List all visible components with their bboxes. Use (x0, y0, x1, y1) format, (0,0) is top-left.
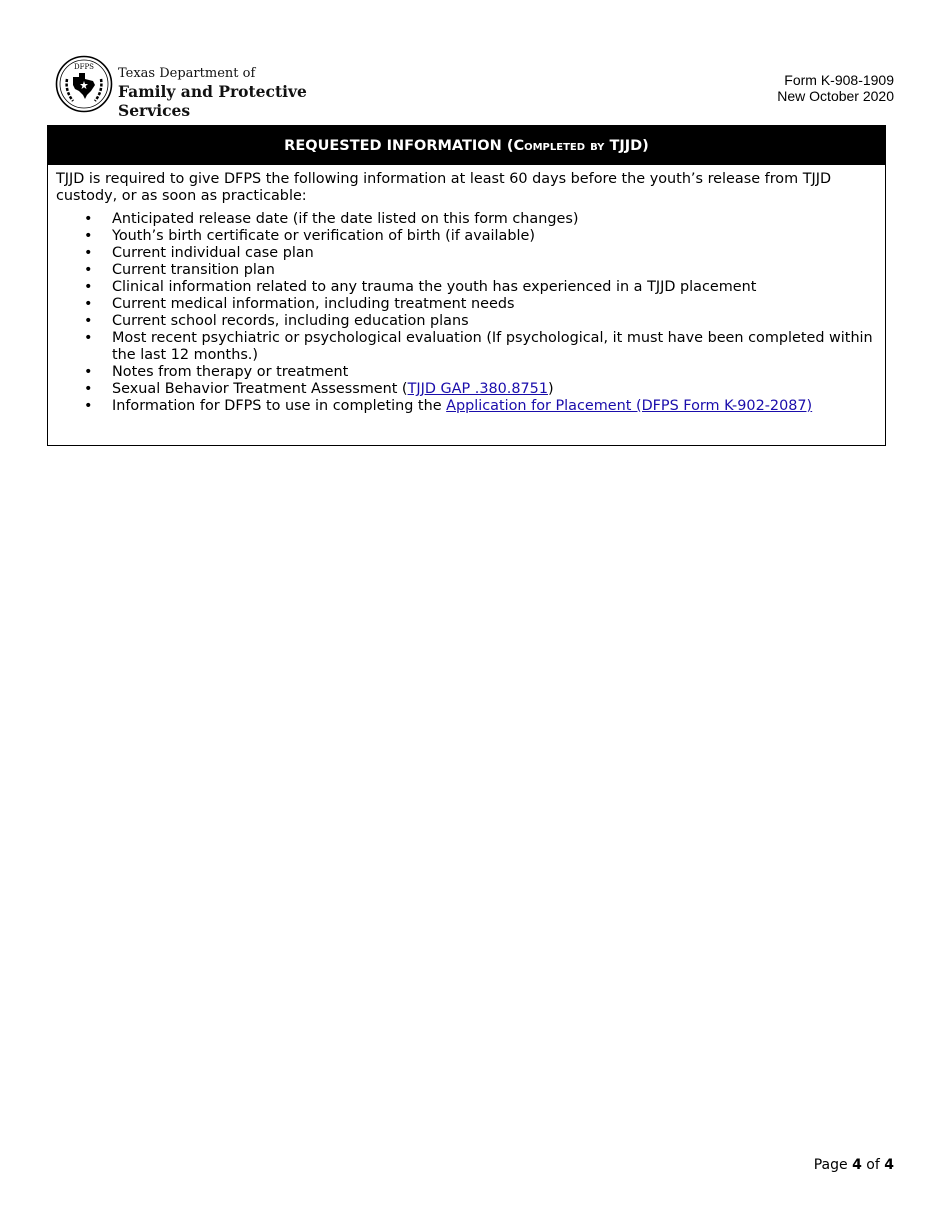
agency-logo (55, 55, 355, 120)
list-item (56, 296, 877, 313)
dfps-seal-icon (55, 55, 113, 113)
bullet-icon: • (84, 262, 93, 278)
item-text: Current medical information, including treatment needs (112, 296, 515, 312)
bullet-icon: • (84, 228, 93, 244)
current-page: 4 (852, 1157, 862, 1173)
section-title-smallcaps: Completed by (513, 137, 605, 154)
total-pages: 4 (884, 1157, 894, 1173)
bullet-icon: • (84, 313, 93, 329)
section-title-end: TJJD) (604, 137, 649, 154)
bullet-icon: • (84, 211, 93, 227)
item-text: Anticipated release date (if the date listed on this form changes) (112, 211, 579, 227)
list-item (56, 364, 877, 381)
section-header-bar (48, 126, 885, 165)
item-text: Sexual Behavior Treatment Assessment ( (112, 381, 408, 397)
list-item (56, 313, 877, 330)
tjjd-gap-link[interactable]: TJJD GAP .380.8751 (407, 381, 548, 397)
list-item (56, 279, 877, 296)
bullet-icon: • (84, 381, 93, 397)
item-text: Most recent psychiatric or psychological evaluation (If psychological, it must have been completed within the last 12 months.) (112, 330, 873, 363)
form-number: Form K-908-1909 (784, 72, 894, 88)
item-text: Clinical information related to any trauma the youth has experienced in a TJJD placement (112, 279, 757, 295)
list-item (56, 262, 877, 279)
item-text: Information for DFPS to use in completing the (112, 398, 447, 414)
form-identifier (777, 72, 894, 104)
bullet-icon: • (84, 364, 93, 380)
bullet-icon: • (84, 330, 93, 346)
page-word: Page (813, 1157, 848, 1173)
bullet-icon: • (84, 398, 93, 414)
application-for-placement-link[interactable]: Application for Placement (DFPS Form K-902-2087) (446, 398, 813, 414)
section-title-main: REQUESTED INFORMATION ( (284, 137, 514, 154)
bullet-icon: • (84, 296, 93, 312)
form-date: New October 2020 (777, 88, 894, 104)
list-item (56, 398, 877, 415)
page-number (814, 1157, 894, 1173)
list-item (56, 211, 877, 228)
section-body (48, 165, 885, 415)
item-text-after: ) (547, 381, 554, 397)
section-title (284, 138, 649, 154)
item-text: Current transition plan (112, 262, 275, 278)
bullet-icon: • (84, 279, 93, 295)
agency-name (118, 66, 355, 120)
seal-text: DFPS (74, 63, 94, 71)
requested-items-list (56, 211, 877, 415)
list-item (56, 381, 877, 398)
item-text: Youth’s birth certificate or verification of birth (if available) (112, 228, 535, 244)
list-item (56, 245, 877, 262)
list-item (56, 330, 877, 364)
bullet-icon: • (84, 245, 93, 261)
section-intro: TJJD is required to give DFPS the following information at least 60 days before the youth’s release from TJJD custody, or as soon as practicable: (56, 171, 832, 204)
item-text: Current school records, including education plans (112, 313, 469, 329)
agency-line-1: Texas Department of (118, 66, 256, 81)
of-word: of (866, 1157, 880, 1173)
list-item (56, 228, 877, 245)
item-text: Current individual case plan (112, 245, 314, 261)
agency-line-2: Family and Protective Services (118, 82, 307, 120)
item-text: Notes from therapy or treatment (112, 364, 349, 380)
requested-information-section (47, 125, 886, 446)
